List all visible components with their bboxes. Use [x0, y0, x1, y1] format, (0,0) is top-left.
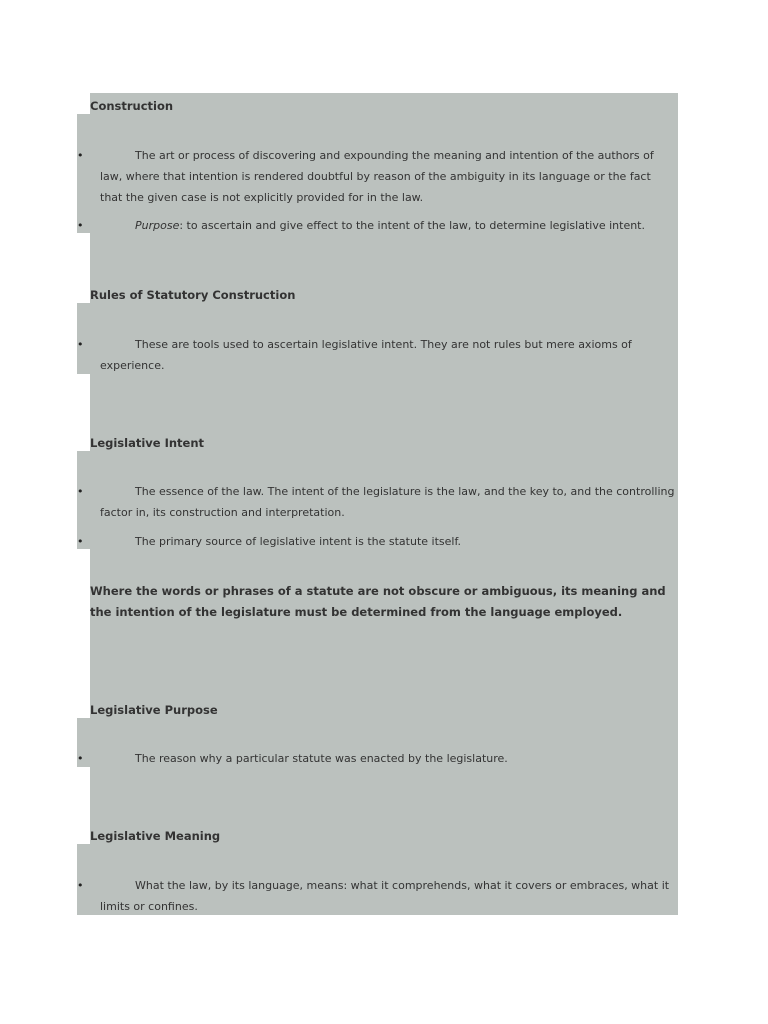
intent-primary-source-text: The primary source of legislative intent is the statute itself. — [135, 535, 462, 548]
heading-construction: Construction — [90, 99, 174, 113]
bullet-marker: • — [77, 149, 84, 162]
bullet-marker: • — [77, 535, 84, 548]
construction-definition — [100, 145, 675, 208]
purpose-label: Purpose — [135, 219, 180, 232]
rules-definition-text: These are tools used to ascertain legislative intent. They are not rules but mere axioms of experience. — [100, 338, 632, 372]
plain-meaning-rule: Where the words or phrases of a statute are not obscure or ambiguous, its meaning and the intention of the legislature must be determined from the language employed. — [90, 584, 666, 619]
meaning-definition — [100, 875, 675, 917]
heading-rules-statutory-construction: Rules of Statutory Construction — [90, 288, 296, 302]
bullet-marker: • — [77, 752, 84, 765]
bullet-marker: • — [77, 879, 84, 892]
intent-essence — [100, 481, 675, 523]
intent-primary-source — [100, 531, 675, 552]
heading-legislative-purpose: Legislative Purpose — [90, 703, 218, 717]
rules-definition — [100, 334, 675, 376]
construction-definition-text: The art or process of discovering and expounding the meaning and intention of the authors of law, where that intention is rendered doubtful by reason of the ambiguity in its language or the fact that the given case is not explicitly provided for in the law. — [100, 149, 654, 204]
shade-block-heading-1 — [90, 93, 678, 115]
construction-purpose — [100, 215, 675, 236]
intent-essence-text: The essence of the law. The intent of the legislature is the law, and the key to, and the controlling factor in, its construction and interpretation. — [100, 485, 675, 519]
purpose-definition — [100, 748, 675, 769]
heading-legislative-meaning: Legislative Meaning — [90, 829, 221, 843]
shade-block-gap-3 — [90, 548, 678, 719]
purpose-text: : to ascertain and give effect to the intent of the law, to determine legislative intent. — [179, 219, 645, 232]
bullet-marker: • — [77, 485, 84, 498]
bullet-marker: • — [77, 338, 84, 351]
heading-legislative-intent: Legislative Intent — [90, 436, 205, 450]
meaning-definition-text: What the law, by its language, means: what it comprehends, what it covers or embraces, what it limits or confines. — [100, 879, 670, 913]
purpose-definition-text: The reason why a particular statute was enacted by the legislature. — [135, 752, 508, 765]
bullet-marker: • — [77, 219, 84, 232]
